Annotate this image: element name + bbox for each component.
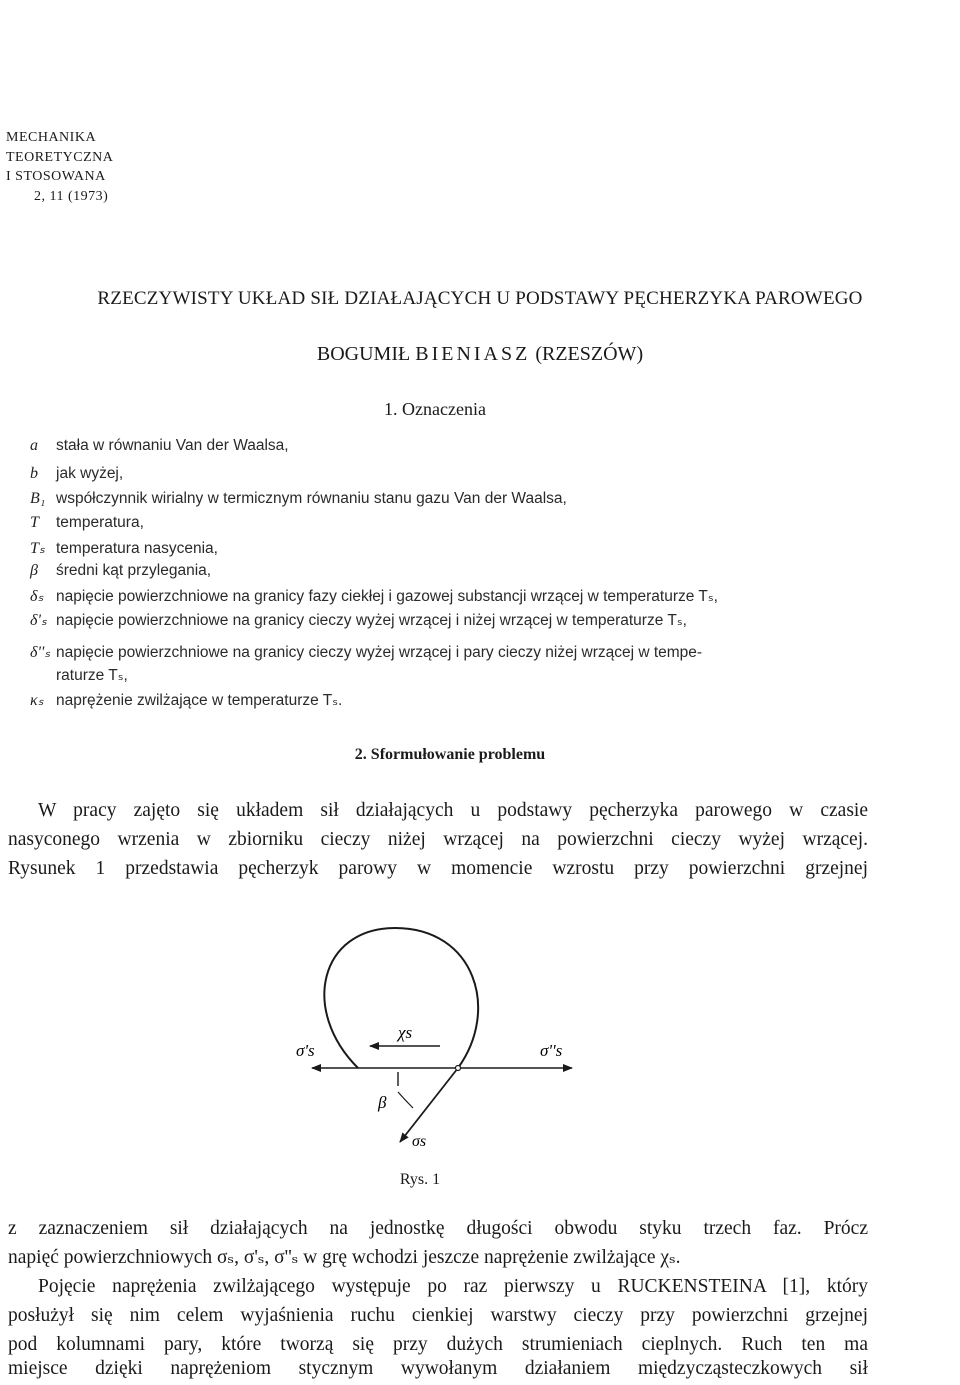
notation-symbol: B₁ [30,490,46,507]
notation-item [30,642,702,662]
section-1-heading: 1. Oznaczenia [384,399,486,419]
sigma-s-arrow [400,1068,458,1142]
figure-caption: Rys. 1 [399,1171,441,1188]
paper-title: RZECZYWISTY UKŁAD SIŁ DZIAŁAJĄCYCH U PODSTAWY PĘCHERZYKA PAROWEGO [97,288,863,309]
paragraph-line: Rysunek 1 przedstawia pęcherzyk parowy w momencie wzrostu przy powierzchni grzejnej [8,858,868,879]
author-first-name: BOGUMIŁ [316,343,411,365]
paragraph-line: pod kolumnami pary, które tworzą się przy dużych strumieniach cieplnych. Ruch ten ma [8,1334,868,1355]
contact-point [456,1066,461,1071]
author-affiliation: (RZESZÓW) [535,343,644,365]
notation-symbol: δₛ [30,588,44,605]
paragraph-line: napięć powierzchniowych σₛ, σ'ₛ, σ''ₛ w grę wchodzi jeszcze naprężenie zwilżające χₛ. [8,1247,681,1268]
paragraph-line: posłużył się nim celem wyjaśnienia ruchu cienkiej warstwy cieczy przy powierzchni grzejnej [8,1305,868,1326]
notation-symbol: β [30,562,38,579]
notation-item [30,538,218,558]
notation-text: temperatura, [56,514,144,531]
notation-text: naprężenie zwilżające w temperaturze Tₛ. [56,692,343,709]
notation-item [30,690,342,710]
notation-item [30,562,211,580]
notation-item [30,514,144,532]
author-last-name: BIENIASZ [415,343,531,365]
section-2-heading: 2. Sformułowanie problemu [354,746,546,763]
journal-name-line-2: TEORETYCZNA [6,149,114,165]
notation-item [30,610,687,630]
notation-text: temperatura nasycenia, [56,540,218,557]
paragraph-line: miejsce dzięki naprężeniom stycznym wywołanym działaniem międzycząsteczkowych sił [8,1358,868,1379]
notation-symbol: a [30,437,38,454]
notation-item [30,437,289,455]
notation-text: średni kąt przylegania, [56,562,212,579]
bubble-outline [324,928,478,1068]
notation-symbol: δ''ₛ [30,644,51,661]
notation-text: napięcie powierzchniowe na granicy cieczy wyżej wrzącej i pary cieczy niżej wrzącej w tempe- [56,644,703,661]
author-line [0,343,960,366]
paragraph-line: z zaznaczeniem sił działających na jednostkę długości obwodu styku trzech faz. Prócz [8,1218,868,1239]
sigma-double-prime-label: σ''s [540,1041,563,1060]
beta-label: β [378,1093,387,1112]
notation-symbol: b [30,465,38,482]
paragraph-line: W pracy zajęto się układem sił działających u podstawy pęcherzyka parowego w czasie [38,800,868,821]
notation-text: współczynnik wirialny w termicznym równaniu stanu gazu Van der Waalsa, [56,490,567,507]
chi-label: χs [398,1023,413,1042]
notation-text: napięcie powierzchniowe na granicy cieczy wyżej wrzącej i niżej wrzącej w temperaturze Tₛ, [56,612,687,629]
sigma-label: σs [412,1133,427,1150]
notation-symbol: δ'ₛ [30,612,47,629]
notation-item [30,586,718,606]
journal-name-line-3: I STOSOWANA [6,169,106,184]
notation-item [30,465,123,483]
journal-name-line-1: MECHANIKA [6,130,97,145]
notation-text: stała w równaniu Van der Waalsa, [56,437,289,454]
sigma-prime-label: σ's [296,1041,315,1060]
paragraph-line: Pojęcie naprężenia zwilżającego występuje po raz pierwszy u RUCKENSTEINA [1], który [38,1276,868,1297]
notation-item [30,490,567,508]
bubble-force-diagram [0,900,960,1160]
paragraph-line: nasyconego wrzenia w zbiorniku cieczy niżej wrzącej na powierzchni cieczy wyżej wrzącej. [8,829,868,850]
journal-header [6,128,113,206]
journal-issue: 2, 11 (1973) [34,188,109,204]
notation-symbol: Tₛ [30,540,45,557]
notation-text: jak wyżej, [56,465,124,482]
beta-arc [398,1092,413,1108]
notation-text: napięcie powierzchniowe na granicy fazy ciekłej i gazowej substancji wrzącej w temperaturze Tₛ, [56,588,718,605]
notation-continuation: raturze Tₛ, [56,667,128,684]
notation-symbol: κₛ [30,692,44,709]
notation-symbol: T [30,514,39,531]
